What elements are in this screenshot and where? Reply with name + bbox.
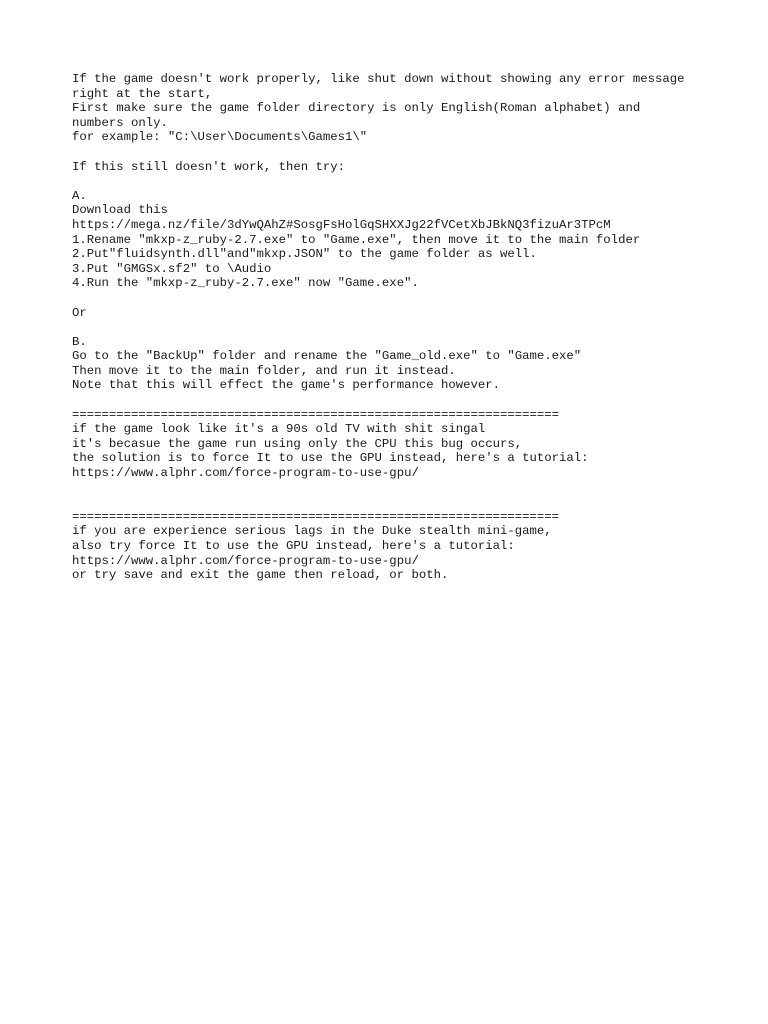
blank-line [72,393,752,408]
step-line: 3.Put "GMGSx.sf2" to \Audio [72,261,272,276]
text-line: the solution is to force It to use the GPU instead, here's a tutorial: [72,451,589,466]
blank-line [72,320,752,335]
step-line: 2.Put"fluidsynth.dll"and"mkxp.JSON" to the game folder as well. [72,247,537,262]
text-line: If the game doesn't work properly, like shut down without showing any error message [72,72,685,86]
text-line: also try force It to use the GPU instead, here's a tutorial: [72,539,515,553]
blank-line [72,481,752,496]
download-link: https://mega.nz/file/3dYwQAhZ#SosgFsHolGqSHXXJg22fVCetXbJBkNQ3fizuAr3TPcM [72,217,611,232]
blank-line [72,291,752,306]
text-line: If this still doesn't work, then try: [72,159,346,174]
or-separator: Or [72,305,87,320]
text-line: First make sure the game folder directory is only English(Roman alphabet) and [72,101,641,116]
blank-line [72,174,752,189]
text-line: right at the start, [72,86,213,101]
text-line: Then move it to the main folder, and run it instead. [72,363,456,378]
text-line: numbers only. [72,115,168,130]
text-line: if you are experience serious lags in the Duke stealth mini-game, [72,524,552,539]
blank-line [72,495,752,510]
blank-line [72,145,752,160]
tutorial-link: https://www.alphr.com/force-program-to-use-gpu/ [72,466,419,481]
text-line: it's becasue the game run using only the CPU this bug occurs, [72,436,523,451]
step-line: 1.Rename "mkxp-z_ruby-2.7.exe" to "Game.exe", then move it to the main folder [72,232,641,247]
document-body [72,72,752,583]
section-heading-b: B. [72,334,87,349]
text-line: if the game look like it's a 90s old TV with shit singal [72,422,486,437]
divider-line: ================================================================== [72,509,560,524]
text-line: Go to the "BackUp" folder and rename the "Game_old.exe" to "Game.exe" [72,349,582,364]
text-line: for example: "C:\User\Documents\Games1\" [72,130,368,145]
tutorial-link: https://www.alphr.com/force-program-to-use-gpu/ [72,553,419,568]
text-line: or try save and exit the game then reload, or both. [72,568,449,583]
text-line: Download this [72,203,168,218]
step-line: 4.Run the "mkxp-z_ruby-2.7.exe" now "Game.exe". [72,276,419,291]
text-line: Note that this will effect the game's performance however. [72,378,501,393]
divider-line: ================================================================== [72,407,560,422]
section-heading-a: A. [72,188,87,203]
